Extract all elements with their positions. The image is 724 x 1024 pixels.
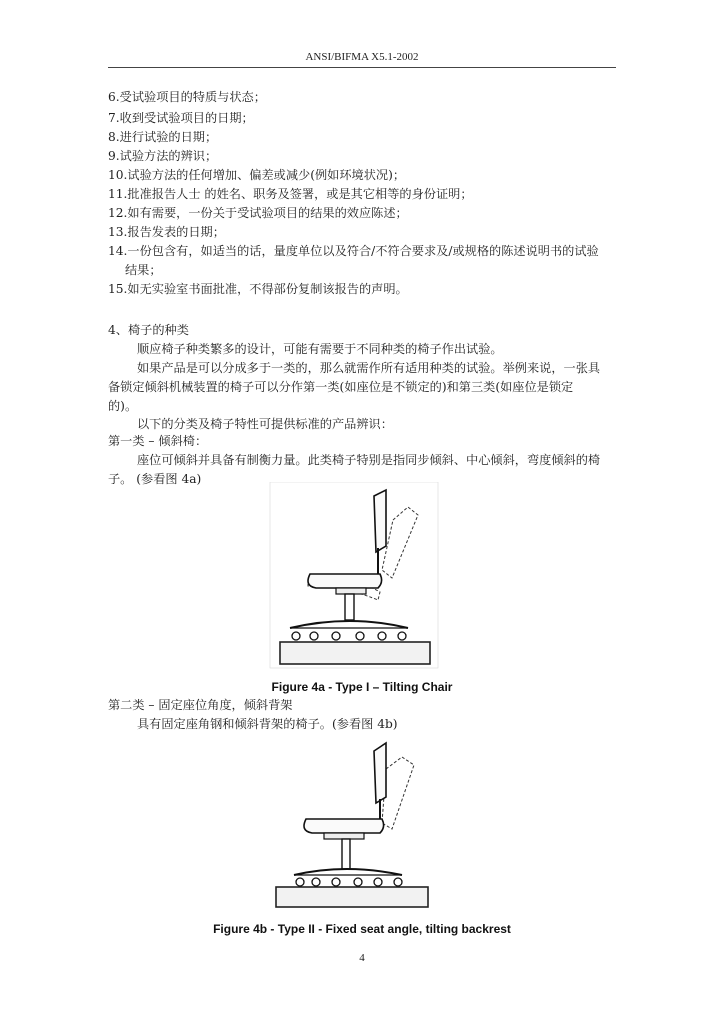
list-item: 13.报告发表的日期； <box>108 225 225 239</box>
paragraph: 子。 (参看图 4a) <box>108 472 202 486</box>
list-item: 12.如有需要，一份关于受试验项目的结果的效应陈述； <box>108 206 408 220</box>
list-item: 6.受试验项目的特质与状态； <box>108 90 266 104</box>
list-item-continuation: 结果； <box>125 263 162 277</box>
running-header: ANSI/BIFMA X5.1-2002 <box>305 51 419 63</box>
figure-4b-caption: Figure 4b - Type II - Fixed seat angle, tilting backrest <box>213 922 511 936</box>
type-heading: 第一类 – 倾斜椅： <box>108 434 208 448</box>
list-item: 14.一份包含有，如适当的话，量度单位以及符合/不符合要求及/或规格的陈述说明书的试验 <box>108 244 599 258</box>
section-heading: 4、椅子的种类 <box>108 323 189 337</box>
list-item: 9.试验方法的辨识； <box>108 149 218 163</box>
list-item: 11.批准报告人士 的姓名、职务及签署，或是其它相等的身份证明； <box>108 187 473 201</box>
paragraph: 顺应椅子种类繁多的设计，可能有需要于不同种类的椅子作出试验。 <box>137 342 503 356</box>
figure-4b-fixed-seat-tilting-backrest <box>262 737 462 913</box>
paragraph: 如果产品是可以分成多于一类的，那么就需作所有适用种类的试验。举例来说，一张具 <box>137 361 601 375</box>
list-item: 7.收到受试验项目的日期； <box>108 111 254 125</box>
list-item: 8.进行试验的日期； <box>108 130 218 144</box>
paragraph: 的)。 <box>108 399 138 413</box>
type-heading: 第二类 – 固定座位角度，倾斜背架 <box>108 698 293 712</box>
list-item: 15.如无实验室书面批准，不得部份复制该报告的声明。 <box>108 282 408 296</box>
paragraph: 以下的分类及椅子特性可提供标准的产品辨识： <box>137 417 393 431</box>
figure-4a-caption: Figure 4a - Type I – Tilting Chair <box>271 680 453 694</box>
figure-4a-tilting-chair <box>268 482 440 672</box>
paragraph: 备锁定倾斜机械装置的椅子可以分作第一类(如座位是不锁定的)和第三类(如座位是锁定 <box>108 380 574 394</box>
paragraph: 座位可倾斜并具备有制衡力量。此类椅子特别是指同步倾斜、中心倾斜，弯度倾斜的椅 <box>137 453 601 467</box>
list-item: 10.试验方法的任何增加、偏差或减少(例如环境状况)； <box>108 168 406 182</box>
page-number: 4 <box>359 952 365 964</box>
paragraph: 具有固定座角钢和倾斜背架的椅子。(参看图 4b) <box>137 717 398 731</box>
header-rule <box>108 67 616 68</box>
